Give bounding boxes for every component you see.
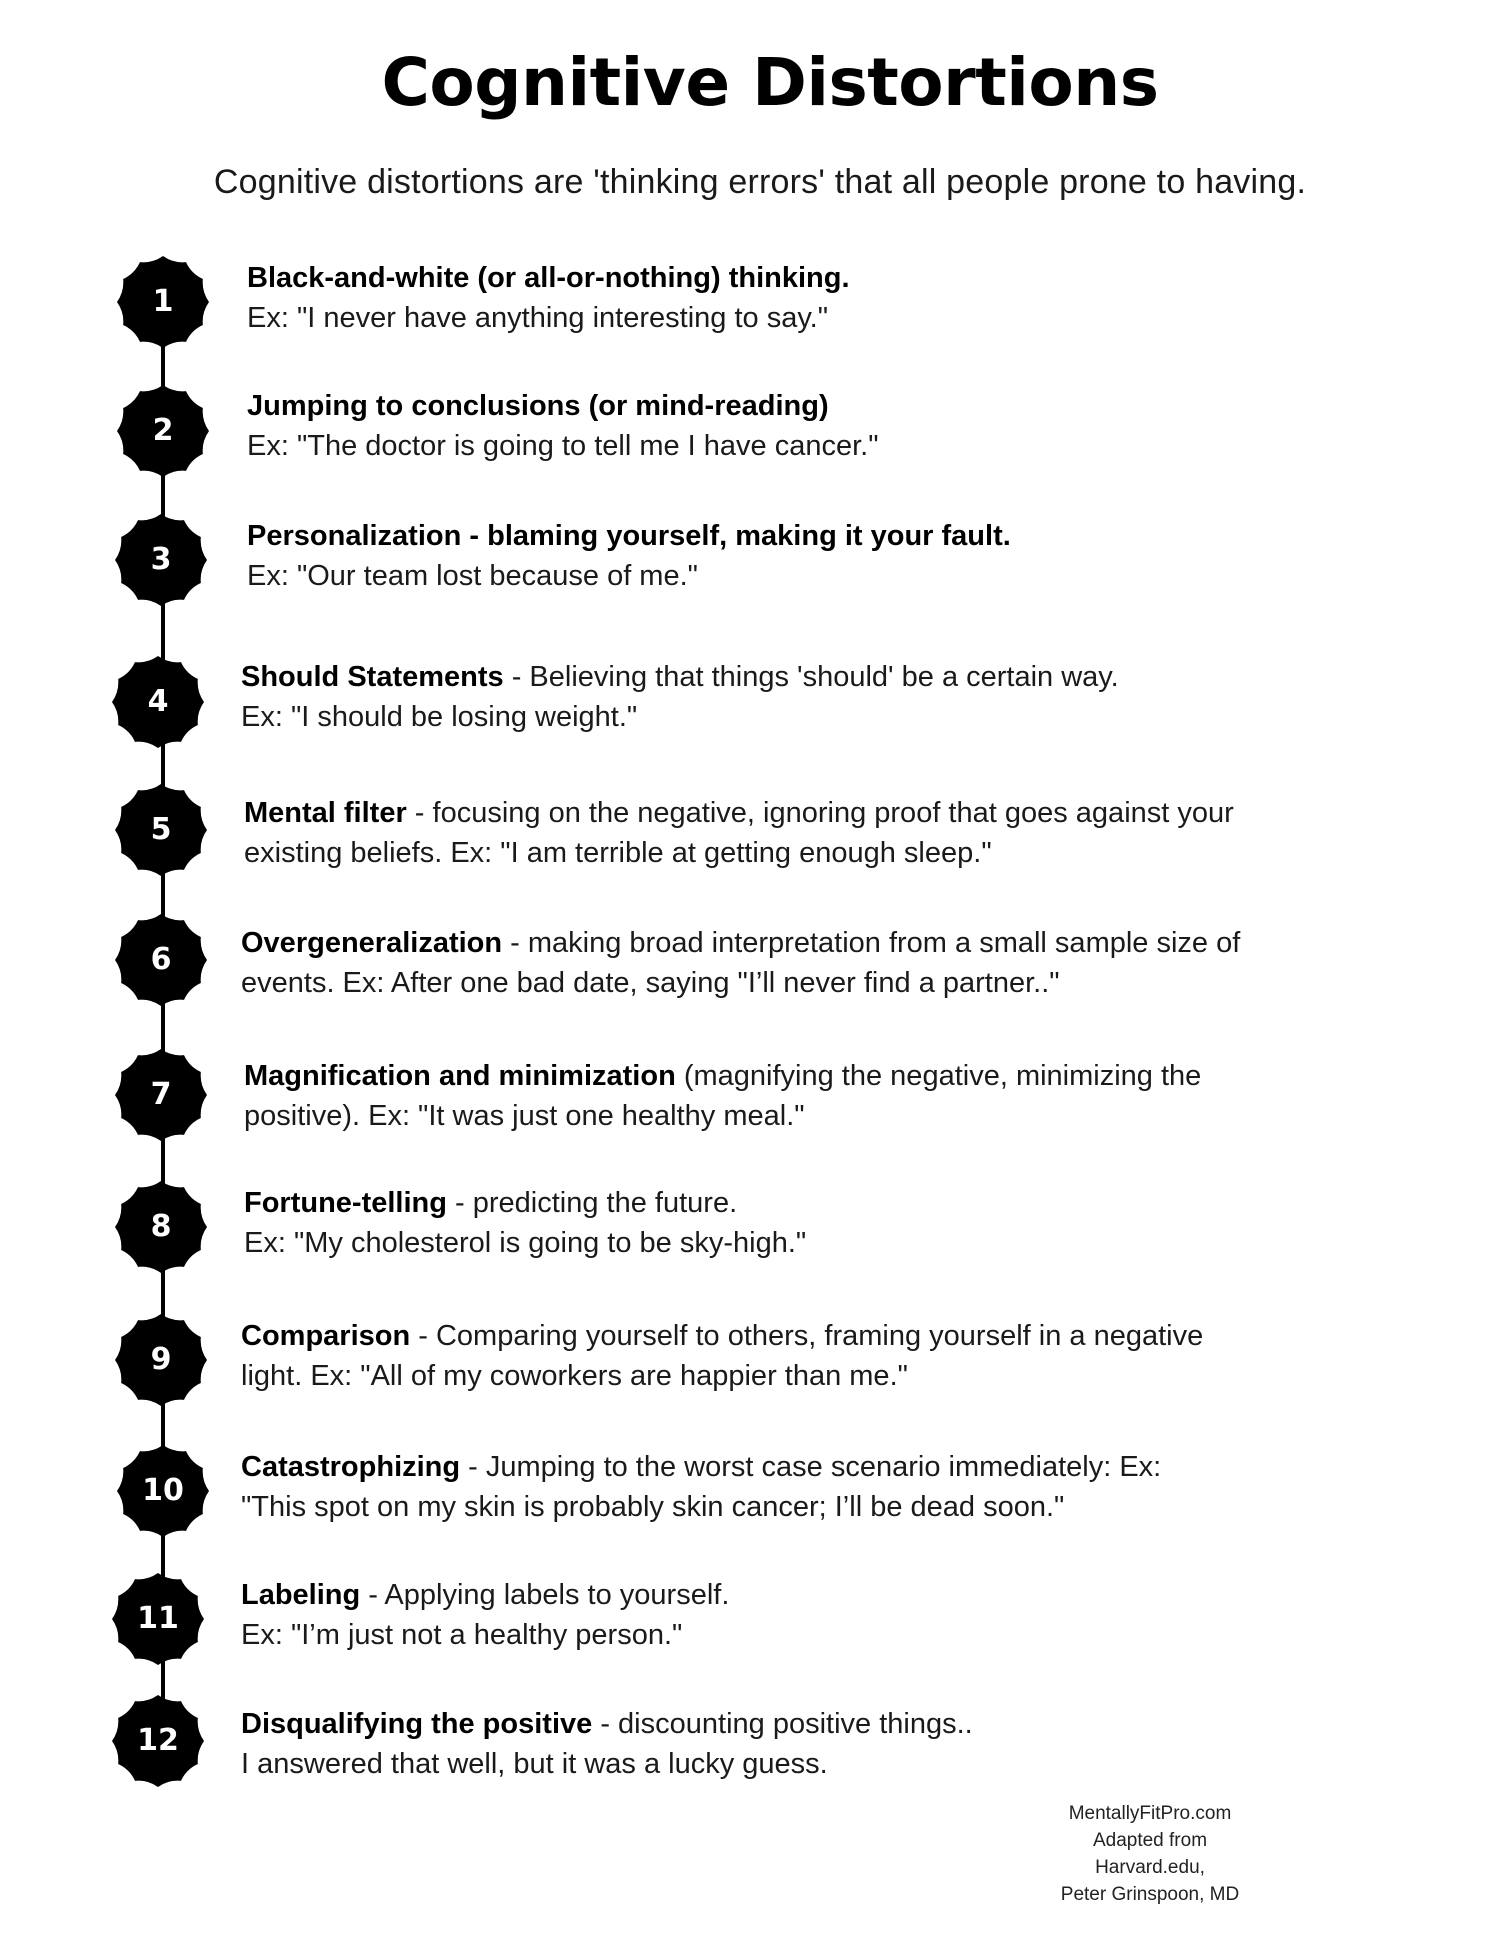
item-title: Should Statements bbox=[241, 661, 504, 693]
badge-number: 5 bbox=[150, 812, 172, 847]
badge-number: 1 bbox=[152, 284, 174, 319]
badge-number: 7 bbox=[150, 1077, 172, 1112]
item-line1 bbox=[244, 797, 1234, 829]
item-line1 bbox=[241, 1579, 729, 1611]
badge-number: 9 bbox=[150, 1342, 172, 1377]
list-item bbox=[241, 657, 1421, 737]
number-badge bbox=[113, 1179, 209, 1275]
page-title: Cognitive Distortions bbox=[381, 44, 1159, 121]
badge-number: 12 bbox=[137, 1723, 179, 1758]
list-item bbox=[247, 258, 1427, 338]
item-description: - Jumping to the worst case scenario immediately: Ex: bbox=[460, 1451, 1162, 1483]
item-example: I answered that well, but it was a lucky guess. bbox=[241, 1748, 828, 1780]
list-item bbox=[247, 386, 1427, 466]
item-example: "This spot on my skin is probably skin cancer; I’ll be dead soon." bbox=[241, 1491, 1065, 1523]
number-badge bbox=[113, 512, 209, 608]
list-item bbox=[241, 923, 1421, 1003]
item-example: Ex: "My cholesterol is going to be sky-high." bbox=[244, 1227, 807, 1259]
badge-number: 8 bbox=[150, 1209, 172, 1244]
item-title: Magnification and minimization bbox=[244, 1060, 676, 1092]
credit-block bbox=[1040, 1800, 1260, 1908]
item-line1 bbox=[244, 1060, 1201, 1092]
number-badge bbox=[110, 654, 206, 750]
item-example: existing beliefs. Ex: "I am terrible at getting enough sleep." bbox=[244, 837, 992, 869]
number-badge bbox=[115, 254, 211, 350]
number-badge bbox=[115, 383, 211, 479]
item-example: light. Ex: "All of my coworkers are happier than me." bbox=[241, 1360, 908, 1392]
list-item bbox=[241, 1447, 1421, 1527]
list-item bbox=[241, 1316, 1421, 1396]
item-line1 bbox=[247, 390, 829, 422]
list-item bbox=[247, 516, 1427, 596]
item-title: Comparison bbox=[241, 1320, 411, 1352]
item-line1 bbox=[247, 262, 850, 294]
item-example: positive). Ex: "It was just one healthy meal." bbox=[244, 1100, 805, 1132]
item-example: Ex: "Our team lost because of me." bbox=[247, 560, 698, 592]
item-description: - Comparing yourself to others, framing yourself in a negative bbox=[410, 1320, 1204, 1352]
item-example: events. Ex: After one bad date, saying "I’ll never find a partner.." bbox=[241, 967, 1060, 999]
item-example: Ex: "The doctor is going to tell me I have cancer." bbox=[247, 430, 879, 462]
item-line1 bbox=[244, 1187, 737, 1219]
badge-number: 11 bbox=[137, 1601, 179, 1636]
item-title: Mental filter bbox=[244, 797, 407, 829]
item-description: - predicting the future. bbox=[446, 1187, 738, 1219]
badge-number: 2 bbox=[152, 413, 174, 448]
item-title: Personalization - blaming yourself, making it your fault. bbox=[247, 520, 1011, 552]
item-title: Jumping to conclusions (or mind-reading) bbox=[247, 390, 829, 422]
item-title: Labeling bbox=[241, 1579, 361, 1611]
badge-number: 3 bbox=[150, 542, 172, 577]
number-badge bbox=[113, 1312, 209, 1408]
credit-website: MentallyFitPro.com bbox=[1068, 1803, 1232, 1824]
list-item bbox=[241, 1575, 1421, 1655]
badge-number: 6 bbox=[150, 942, 172, 977]
number-badge bbox=[110, 1571, 206, 1667]
item-description: - Applying labels to yourself. bbox=[360, 1579, 730, 1611]
item-description: - discounting positive things.. bbox=[592, 1708, 973, 1740]
item-description: - making broad interpretation from a small sample size of bbox=[502, 927, 1241, 959]
item-line1 bbox=[241, 1708, 973, 1740]
credit-source: Adapted from Harvard.edu, bbox=[1092, 1830, 1208, 1878]
item-title: Overgeneralization bbox=[241, 927, 503, 959]
number-badge bbox=[113, 1047, 209, 1143]
item-example: Ex: "I never have anything interesting to say." bbox=[247, 302, 829, 334]
item-description: - Believing that things 'should' be a certain way. bbox=[503, 661, 1119, 693]
number-badge bbox=[110, 1693, 206, 1789]
item-line1 bbox=[241, 1320, 1203, 1352]
item-title: Catastrophizing bbox=[241, 1451, 461, 1483]
list-item bbox=[244, 793, 1424, 873]
badge-number: 4 bbox=[147, 684, 169, 719]
item-line1 bbox=[247, 520, 1011, 552]
item-line1 bbox=[241, 927, 1240, 959]
number-badge bbox=[113, 782, 209, 878]
item-line1 bbox=[241, 661, 1119, 693]
item-title: Fortune-telling bbox=[244, 1187, 447, 1219]
item-title: Black-and-white (or all-or-nothing) thinking. bbox=[247, 262, 850, 294]
number-badge bbox=[113, 912, 209, 1008]
item-example: Ex: "I’m just not a healthy person." bbox=[241, 1619, 683, 1651]
credit-author: Peter Grinspoon, MD bbox=[1060, 1884, 1240, 1905]
badge-number: 10 bbox=[142, 1473, 184, 1508]
item-example: Ex: "I should be losing weight." bbox=[241, 701, 638, 733]
list-item bbox=[244, 1056, 1424, 1136]
list-item bbox=[241, 1704, 1421, 1784]
list-item bbox=[244, 1183, 1424, 1263]
page-subtitle: Cognitive distortions are 'thinking errors' that all people prone to having. bbox=[213, 163, 1307, 201]
item-description: (magnifying the negative, minimizing the bbox=[675, 1060, 1202, 1092]
item-description: - focusing on the negative, ignoring proof that goes against your bbox=[406, 797, 1234, 829]
item-line1 bbox=[241, 1451, 1161, 1483]
item-title: Disqualifying the positive bbox=[241, 1708, 593, 1740]
number-badge bbox=[115, 1443, 211, 1539]
